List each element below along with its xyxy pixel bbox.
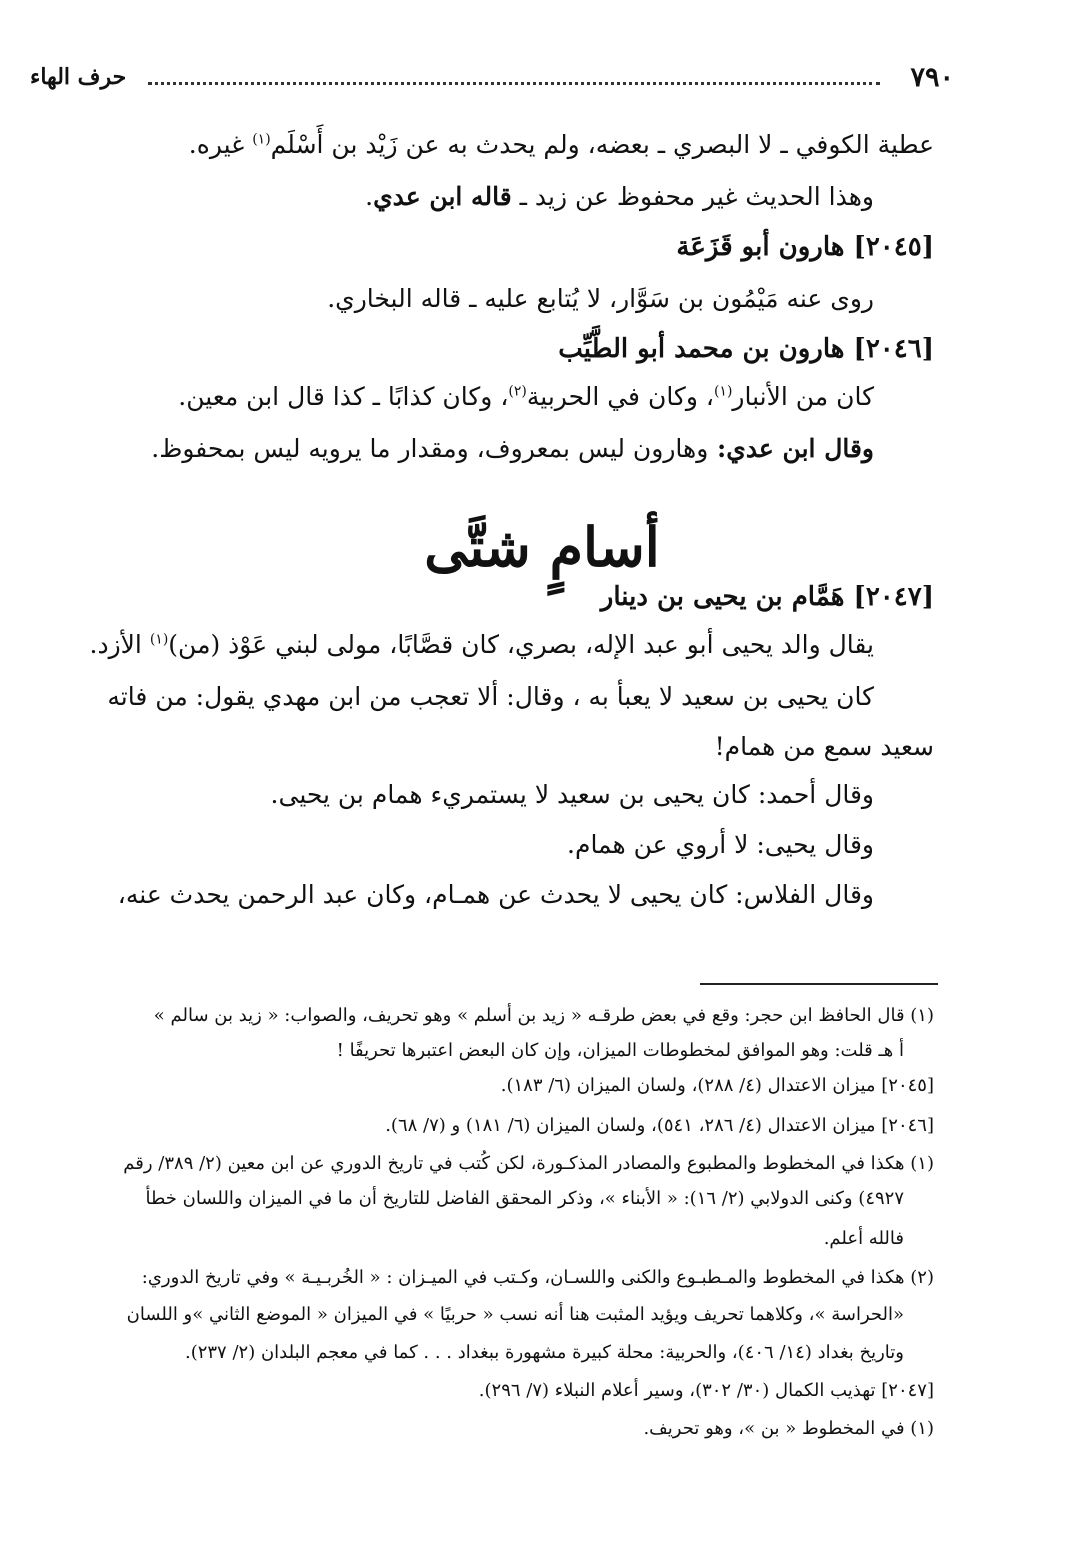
text-line: سعيد سمع من همام! bbox=[714, 732, 934, 761]
text-line: وقال ابن عدي: وهارون ليس بمعروف، ومقدار ما يرويه ليس بمحفوظ. bbox=[151, 434, 874, 463]
footnote: فالله أعلم. bbox=[823, 1228, 904, 1249]
footnote: ٤٩٢٧) وكنى الدولابي (٢/ ١٦): « الأبناء »، وذكر المحقق الفاضل للتاريخ أن ما في الميزان واللسان خطأ bbox=[145, 1188, 904, 1209]
footnote-ref[interactable]: (١) bbox=[713, 383, 733, 400]
entry-heading-2046: [٢٠٤٦] هارون بن محمد أبو الطَّيِّب bbox=[558, 334, 934, 364]
text-line: روى عنه مَيْمُون بن سَوَّار، لا يُتابع عليه ـ قاله البخاري. bbox=[327, 284, 874, 313]
footnote: [٢٠٤٥] ميزان الاعتدال (٤/ ٢٨٨)، ولسان الميزان (٦/ ١٨٣). bbox=[500, 1075, 934, 1096]
running-header bbox=[30, 62, 1030, 102]
footnote: وتاريخ بغداد (١٤/ ٤٠٦)، والحربية: محلة كبيرة مشهورة ببغداد . . . كما في معجم البلدان (٢/ ٢٣٧). bbox=[184, 1342, 904, 1363]
footnote: [٢٠٤٦] ميزان الاعتدال (٤/ ٢٨٦، ٥٤١)، ولسان الميزان (٦/ ١٨١) و (٧/ ٦٨). bbox=[385, 1115, 934, 1136]
text-line: وقال الفلاس: كان يحيى لا يحدث عن همـام، وكان عبد الرحمن يحدث عنه، bbox=[117, 880, 874, 909]
page-number: ٧٩٠ bbox=[910, 62, 954, 93]
text-line: وقال يحيى: لا أروي عن همام. bbox=[567, 830, 874, 859]
footnote: «الحراسة »، وكلاهما تحريف ويؤيد المثبت هنا أنه نسب « حربيًا » في الميزان « الموضع الثاني »و اللسان bbox=[126, 1304, 904, 1325]
text-line: كان يحيى بن سعيد لا يعبأ به ، وقال: ألا تعجب من ابن مهدي يقول: من فاته bbox=[107, 682, 874, 711]
text-line: يقال والد يحيى أبو عبد الإله، بصري، كان قصَّابًا، مولى لبني عَوْذ (من)$^{(١)}$ الأزد. bbox=[89, 630, 874, 659]
header-dotted-rule bbox=[148, 82, 880, 85]
footnote: (١) قال الحافظ ابن حجر: وقع في بعض طرقـه « زيد بن أسلم » وهو تحريف، والصواب: « زيد بن سالم » bbox=[153, 1005, 934, 1026]
footnote-ref[interactable]: (١) bbox=[252, 131, 271, 148]
entry-heading-2047: [٢٠٤٧] هَمَّام بن يحيى بن دينار bbox=[600, 582, 934, 612]
footnote: (١) هكذا في المخطوط والمطبوع والمصادر المذكـورة، لكن كُتب في تاريخ الدوري عن ابن معين (٢/ ٣٨٩/ رقم bbox=[123, 1153, 934, 1174]
footnote-separator bbox=[700, 983, 938, 985]
text-line: وهذا الحديث غير محفوظ عن زيد ـ قاله ابن عدي. bbox=[365, 182, 874, 211]
footnote: (٢) هكذا في المخطوط والمـطبـوع والكنى واللسـان، وكـتب في الميـزان : « الخُربـيـة » وفي تاريخ الدوري: bbox=[141, 1267, 934, 1288]
entry-heading-2045: [٢٠٤٥] هارون أبو قَزَعَة bbox=[676, 232, 934, 262]
text-line: عطية الكوفي ـ لا البصري ـ بعضه، ولم يحدث به عن زَيْد بن أَسْلَم$^{(١)}$ غيره. bbox=[188, 130, 934, 159]
footnote: أ هـ قلت: وهو الموافق لمخطوطات الميزان، وإن كان البعض اعتبرها تحريفًا ! bbox=[336, 1040, 904, 1061]
footnote: (١) في المخطوط « بن »، وهو تحريف. bbox=[643, 1418, 934, 1439]
section-title: أسامٍ شتَّى bbox=[424, 515, 660, 579]
text-line: كان من الأنبار$^{(١)}$، وكان في الحربية$^{(٢)}$، وكان كذابًا ـ كذا قال ابن معين. bbox=[178, 382, 874, 411]
chapter-title: حرف الهاء bbox=[30, 64, 127, 90]
footnote-ref[interactable]: (١) bbox=[149, 631, 169, 648]
footnote-ref[interactable]: (٢) bbox=[508, 383, 527, 400]
text-line: وقال أحمد: كان يحيى بن سعيد لا يستمريء همام بن يحيى. bbox=[270, 780, 874, 809]
footnote: [٢٠٤٧] تهذيب الكمال (٣٠/ ٣٠٢)، وسير أعلام النبلاء (٧/ ٢٩٦). bbox=[478, 1380, 934, 1401]
